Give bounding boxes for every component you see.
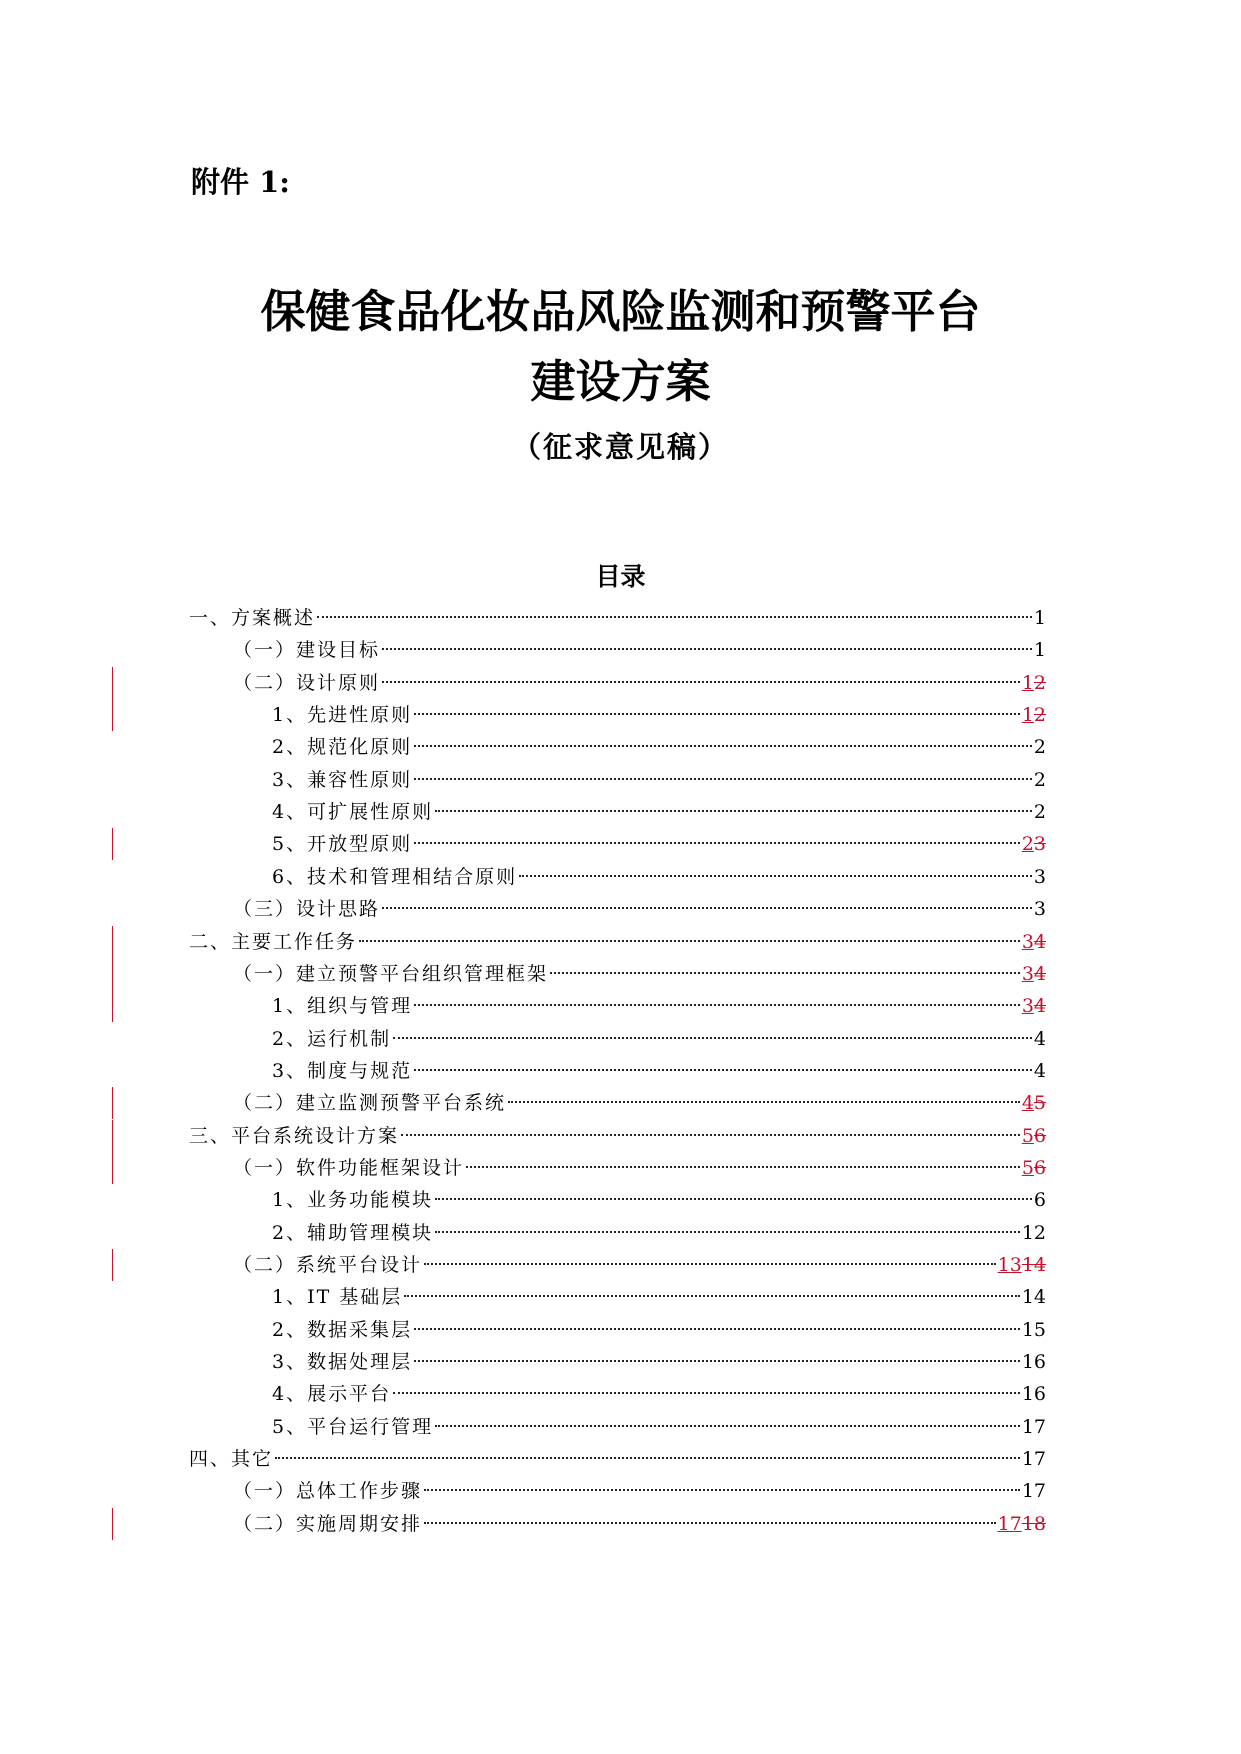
- toc-page-number: 6: [1033, 1189, 1046, 1212]
- revision-change-bar: [112, 667, 113, 699]
- toc-entry-label: 二、主要工作任务: [189, 930, 358, 953]
- toc-entry[interactable]: [0, 926, 1241, 958]
- toc-dot-leader: [404, 1294, 1020, 1297]
- toc-dot-leader: [414, 777, 1032, 780]
- toc-dot-leader: [424, 1488, 1020, 1491]
- toc-entry-label: 1、先进性原则: [272, 704, 413, 727]
- inserted-page-number: 1: [1021, 704, 1034, 727]
- attachment-label: 附件 1:: [191, 165, 290, 199]
- toc-dot-leader: [435, 1424, 1020, 1427]
- toc-dot-leader: [414, 712, 1020, 715]
- toc-entry[interactable]: [0, 861, 1241, 893]
- toc-entry[interactable]: [0, 731, 1241, 763]
- toc-entry[interactable]: [0, 1249, 1241, 1281]
- toc-entry-label: （一）建设目标: [233, 639, 381, 662]
- toc-entry-label: 5、平台运行管理: [272, 1415, 434, 1438]
- toc-dot-leader: [393, 1391, 1020, 1394]
- revision-change-bar: [112, 1508, 113, 1540]
- toc-entry[interactable]: [0, 990, 1241, 1022]
- toc-entry[interactable]: [0, 1087, 1241, 1119]
- revision-change-bar: [112, 990, 113, 1022]
- inserted-page-number: 3: [1021, 995, 1034, 1018]
- toc-dot-leader: [382, 647, 1032, 650]
- toc-entry-label: 4、可扩展性原则: [272, 801, 434, 824]
- revision-change-bar: [112, 1087, 113, 1119]
- toc-entry-label: （一）建立预警平台组织管理框架: [233, 962, 549, 985]
- toc-dot-leader: [435, 1197, 1032, 1200]
- toc-entry-label: （三）设计思路: [233, 898, 381, 921]
- inserted-page-number: 2: [1021, 833, 1034, 856]
- deleted-page-number: 18: [1021, 1512, 1046, 1535]
- toc-entry[interactable]: [0, 1184, 1241, 1216]
- toc-page-number: 17: [1021, 1415, 1046, 1438]
- toc-entry-label: 2、运行机制: [272, 1027, 392, 1050]
- revision-change-bar: [112, 958, 113, 990]
- toc-page-number: 4: [1033, 1027, 1046, 1050]
- deleted-page-number: 5: [1033, 1092, 1046, 1115]
- toc-dot-leader: [414, 744, 1032, 747]
- toc-dot-leader: [435, 809, 1032, 812]
- toc-entry[interactable]: [0, 1475, 1241, 1507]
- toc-page-number: 3: [1033, 865, 1046, 888]
- toc-entry-label: （二）设计原则: [233, 671, 381, 694]
- toc-entry[interactable]: [0, 1346, 1241, 1378]
- toc-entry[interactable]: [0, 1217, 1241, 1249]
- toc-page-number: [1022, 958, 1046, 990]
- toc-dot-leader: [382, 680, 1020, 683]
- toc-entry[interactable]: [0, 699, 1241, 731]
- toc-page-number: [1022, 667, 1046, 699]
- toc-page-number: [1022, 1152, 1046, 1184]
- deleted-page-number: 6: [1033, 1156, 1046, 1179]
- toc-entry[interactable]: [0, 1055, 1241, 1087]
- toc-entry-label: 1、业务功能模块: [272, 1189, 434, 1212]
- toc-entry-label: 3、制度与规范: [272, 1059, 413, 1082]
- toc-page-number: [1022, 1120, 1046, 1152]
- toc-page-number: 12: [1021, 1221, 1046, 1244]
- inserted-page-number: 3: [1021, 962, 1034, 985]
- toc-dot-leader: [414, 841, 1020, 844]
- toc-entry-label: 2、规范化原则: [272, 736, 413, 759]
- inserted-page-number: 17: [997, 1512, 1022, 1535]
- toc-dot-leader: [414, 1003, 1020, 1006]
- toc-entry[interactable]: [0, 634, 1241, 666]
- toc-page-number: 2: [1033, 801, 1046, 824]
- deleted-page-number: 2: [1033, 704, 1046, 727]
- revision-change-bar: [112, 1249, 113, 1281]
- inserted-page-number: 3: [1021, 930, 1034, 953]
- toc-dot-leader: [414, 1359, 1020, 1362]
- toc-page-number: 16: [1021, 1351, 1046, 1374]
- toc-page-number: [1022, 926, 1046, 958]
- toc-entry-label: 1、组织与管理: [272, 995, 413, 1018]
- toc-dot-leader: [401, 1133, 1020, 1136]
- toc-entry-label: 6、技术和管理相结合原则: [272, 865, 518, 888]
- toc-page-number: 1: [1033, 607, 1046, 629]
- toc-page-number: [998, 1249, 1046, 1281]
- toc-page-number: 1: [1033, 639, 1046, 662]
- toc-entry[interactable]: [0, 1120, 1241, 1152]
- toc-entry[interactable]: [0, 1314, 1241, 1346]
- toc-page-number: 4: [1033, 1059, 1046, 1082]
- toc-page-number: 2: [1033, 768, 1046, 791]
- toc-entry[interactable]: [0, 893, 1241, 925]
- toc-entry[interactable]: [0, 1152, 1241, 1184]
- inserted-page-number: 13: [997, 1254, 1022, 1276]
- toc-entry-label: 1、IT 基础层: [272, 1286, 403, 1309]
- document-title-line2: 建设方案: [530, 355, 711, 408]
- toc-dot-leader: [414, 1327, 1020, 1330]
- toc-entry-label: （二）实施周期安排: [233, 1512, 423, 1535]
- revision-change-bar: [112, 828, 113, 860]
- toc-dot-leader: [550, 971, 1020, 974]
- toc-page-number: 15: [1021, 1318, 1046, 1341]
- toc-entry[interactable]: [0, 828, 1241, 860]
- toc-dot-leader: [317, 615, 1032, 618]
- toc-entry-label: 一、方案概述: [189, 607, 316, 629]
- toc-page-number: 17: [1021, 1448, 1046, 1471]
- toc-entry[interactable]: [0, 796, 1241, 828]
- deleted-page-number: 6: [1033, 1124, 1046, 1147]
- toc-entry-label: 2、数据采集层: [272, 1318, 413, 1341]
- toc-entry[interactable]: [0, 1281, 1241, 1313]
- toc-entry-label: （二）建立监测预警平台系统: [233, 1092, 507, 1115]
- toc-entry-label: 4、展示平台: [272, 1383, 392, 1406]
- toc-entry[interactable]: [0, 1023, 1241, 1055]
- toc-page-number: 17: [1021, 1480, 1046, 1503]
- toc-dot-leader: [393, 1036, 1032, 1039]
- inserted-page-number: 4: [1021, 1092, 1034, 1115]
- inserted-page-number: 1: [1021, 671, 1034, 694]
- toc-page-number: 16: [1021, 1383, 1046, 1406]
- toc-entry[interactable]: [0, 602, 1241, 634]
- deleted-page-number: 4: [1033, 995, 1046, 1018]
- deleted-page-number: 14: [1021, 1254, 1046, 1276]
- toc-heading: 目录: [595, 562, 646, 591]
- toc-entry-label: （一）总体工作步骤: [233, 1480, 423, 1503]
- toc-dot-leader: [519, 874, 1032, 877]
- revision-change-bar: [112, 926, 113, 958]
- toc-dot-leader: [508, 1100, 1020, 1103]
- toc-page-number: [1022, 990, 1046, 1022]
- toc-page-number: [1022, 828, 1046, 860]
- toc-page-number: [998, 1508, 1046, 1540]
- toc-page-number: [1022, 1087, 1046, 1119]
- toc-entry-label: （一）软件功能框架设计: [233, 1156, 465, 1179]
- toc-entry-label: 三、平台系统设计方案: [189, 1124, 400, 1147]
- toc-entry[interactable]: [0, 1508, 1241, 1540]
- toc-entry[interactable]: [0, 1378, 1241, 1410]
- toc-dot-leader: [466, 1165, 1020, 1168]
- toc-page-number: 3: [1033, 898, 1046, 921]
- toc-dot-leader: [359, 939, 1020, 942]
- inserted-page-number: 5: [1021, 1156, 1034, 1179]
- toc-entry[interactable]: [0, 764, 1241, 796]
- inserted-page-number: 5: [1021, 1124, 1034, 1147]
- deleted-page-number: 4: [1033, 962, 1046, 985]
- revision-change-bar: [112, 699, 113, 731]
- toc-page-number: 14: [1021, 1286, 1046, 1309]
- toc-entry-label: 3、数据处理层: [272, 1351, 413, 1374]
- toc-dot-leader: [424, 1262, 996, 1265]
- toc-entry[interactable]: [0, 1443, 1241, 1475]
- revision-change-bar: [112, 1152, 113, 1184]
- toc-entry-label: 3、兼容性原则: [272, 768, 413, 791]
- toc-dot-leader: [435, 1230, 1020, 1233]
- toc-entry-label: 5、开放型原则: [272, 833, 413, 856]
- toc-dot-leader: [424, 1521, 996, 1524]
- toc-entry[interactable]: [0, 958, 1241, 990]
- deleted-page-number: 3: [1033, 833, 1046, 856]
- revision-change-bar: [112, 1120, 113, 1152]
- toc-entry[interactable]: [0, 667, 1241, 699]
- toc-dot-leader: [275, 1456, 1020, 1459]
- deleted-page-number: 4: [1033, 930, 1046, 953]
- deleted-page-number: 2: [1033, 671, 1046, 694]
- toc-entry-label: 四、其它: [189, 1448, 274, 1471]
- toc-page-number: [1022, 699, 1046, 731]
- toc-page-number: 2: [1033, 736, 1046, 759]
- document-subtitle: （征求意见稿）: [511, 430, 729, 464]
- toc-entry-label: 2、辅助管理模块: [272, 1221, 434, 1244]
- toc-dot-leader: [382, 906, 1032, 909]
- toc-entry-label: （二）系统平台设计: [233, 1254, 423, 1276]
- toc-entry[interactable]: [0, 1411, 1241, 1443]
- document-title-line1: 保健食品化妆品风险监测和预警平台: [260, 285, 981, 338]
- toc-dot-leader: [414, 1068, 1032, 1071]
